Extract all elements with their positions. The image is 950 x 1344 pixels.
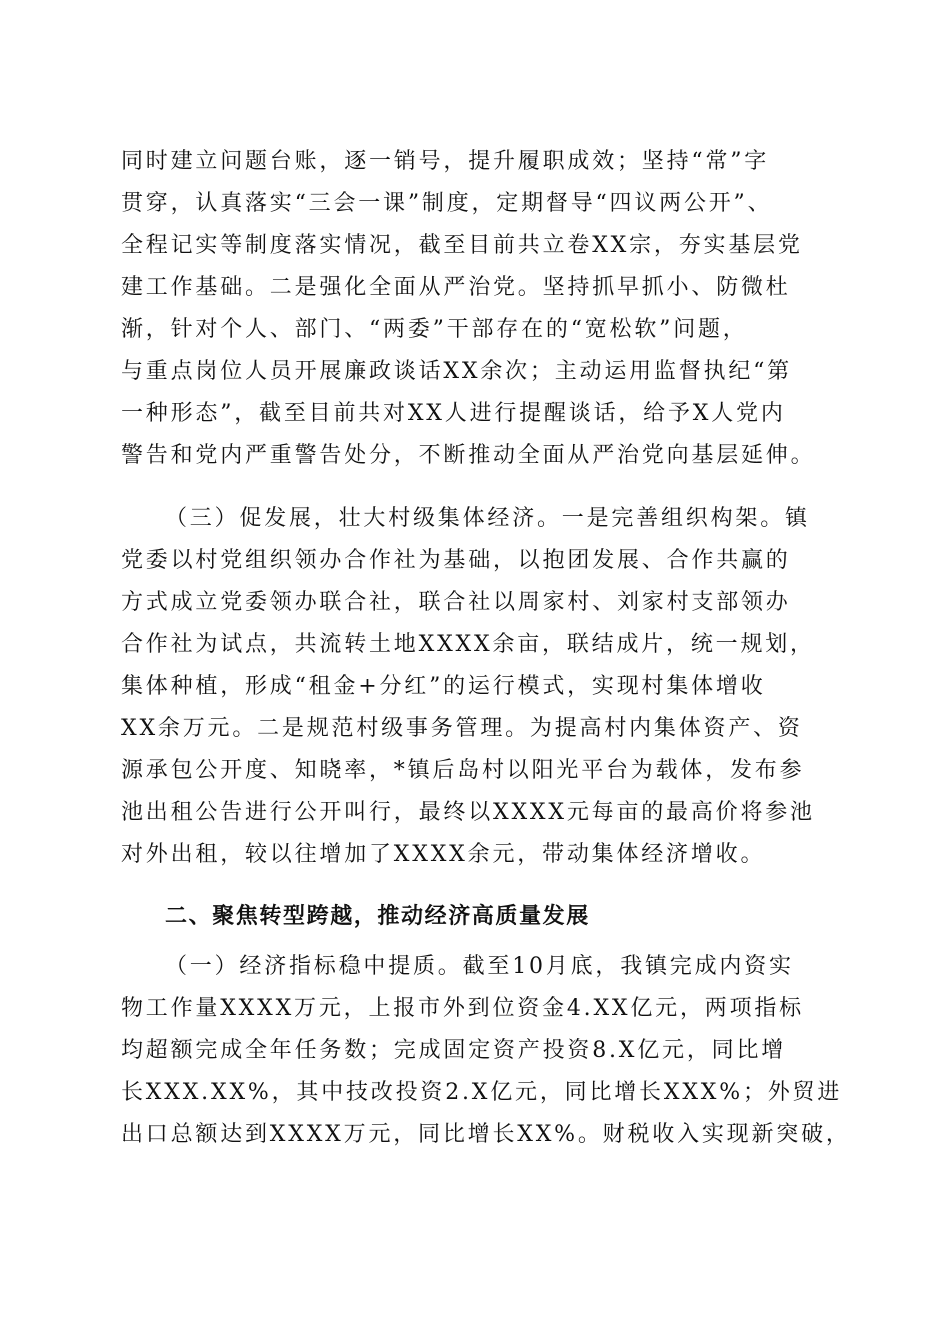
text-line: 渐，针对个人、部门、“两委”干部存在的“宽松软”问题， <box>121 317 748 342</box>
text-line: 全程记实等制度落实情况，截至目前共立卷XX宗，夯实基层党 <box>121 233 803 258</box>
text-line: XX余万元。二是规范村级事务管理。为提高村内集体资产、资 <box>121 716 803 741</box>
text-line: 长XXX.XX%，其中技改投资2.X亿元，同比增长XXX%；外贸进 <box>121 1080 843 1105</box>
text-line: 同时建立问题台账，逐一销号，提升履职成效；坚持“常”字 <box>121 149 770 174</box>
text-line: 均超额完成全年任务数；完成固定资产投资8.X亿元，同比增 <box>121 1038 787 1063</box>
paragraph-first-line: （一）经济指标稳中提质。截至10月底，我镇完成内资实 <box>165 954 794 979</box>
text-line: 对外出租，较以往增加了XXXX余元，带动集体经济增收。 <box>121 842 766 867</box>
text-line: 贯穿，认真落实“三会一课”制度，定期督导“四议两公开”、 <box>121 191 773 216</box>
text-line: 一种形态”，截至目前共对XX人进行提醒谈话，给予X人党内 <box>121 401 786 426</box>
text-line: 源承包公开度、知晓率，*镇后岛村以阳光平台为载体，发布参 <box>121 758 805 783</box>
text-line: 建工作基础。二是强化全面从严治党。坚持抓早抓小、防微杜 <box>121 275 791 300</box>
text-line: 合作社为试点，共流转土地XXXX余亩，联结成片，统一规划， <box>121 632 815 657</box>
text-line: 警告和党内严重警告处分，不断推动全面从严治党向基层延伸。 <box>121 443 816 468</box>
text-line: 池出租公告进行公开叫行，最终以XXXX元每亩的最高价将参池 <box>121 800 815 825</box>
text-line: 出口总额达到XXXX万元，同比增长XX%。财税收入实现新突破， <box>121 1122 851 1147</box>
text-line: 党委以村党组织领办合作社为基础，以抱团发展、合作共赢的 <box>121 548 791 573</box>
text-line: 与重点岗位人员开展廉政谈话XX余次；主动运用监督执纪“第 <box>121 359 792 384</box>
text-line: 方式成立党委领办联合社，联合社以周家村、刘家村支部领办 <box>121 590 791 615</box>
paragraph-first-line: （三）促发展，壮大村级集体经济。一是完善组织构架。镇 <box>165 506 810 531</box>
text-line: 物工作量XXXX万元，上报市外到位资金4.XX亿元，两项指标 <box>121 996 804 1021</box>
text-line: 集体种植，形成“租金+分红”的运行模式，实现村集体增收 <box>121 674 766 699</box>
section-heading: 二、聚焦转型跨越，推动经济高质量发展 <box>165 904 590 929</box>
